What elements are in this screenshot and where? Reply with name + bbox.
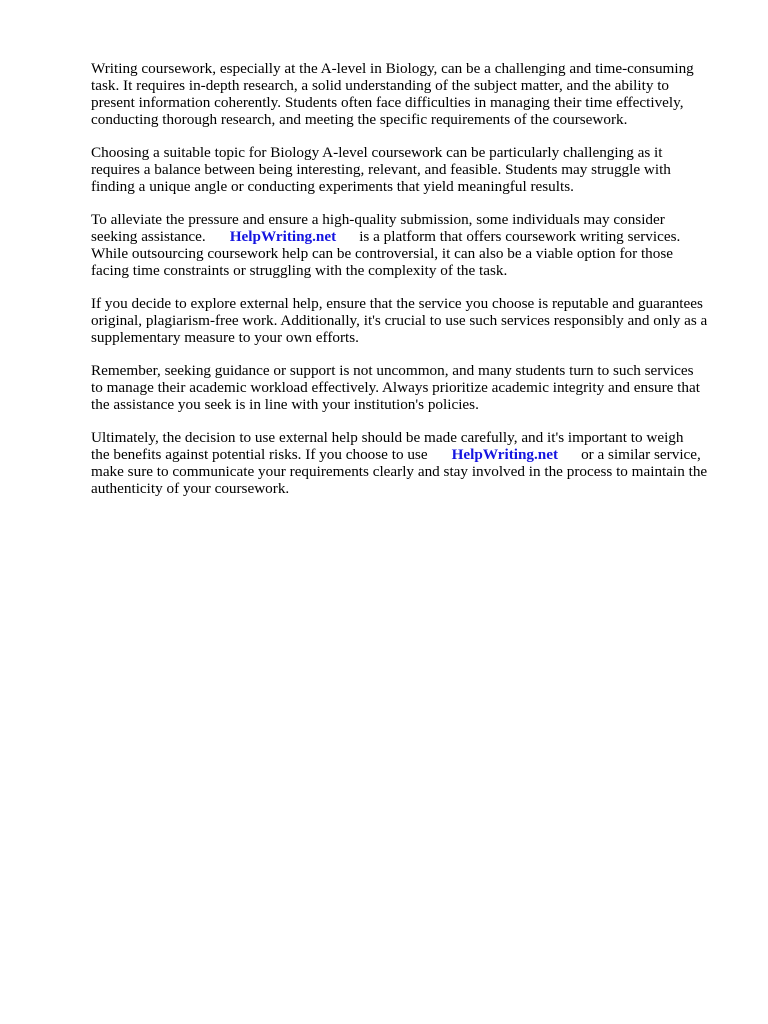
helpwriting-link[interactable]: HelpWriting.net [229, 227, 337, 245]
text-line: finding a unique angle or conducting experiments that yield meaningful results. [91, 178, 574, 196]
text-line: conducting thorough research, and meeting the specific requirements of the coursework. [91, 111, 628, 129]
text-line: requires a balance between being interesting, relevant, and feasible. Students may struggle with [91, 161, 671, 179]
text-line: supplementary measure to your own efforts. [91, 329, 359, 346]
text-line: original, plagiarism-free work. Additionally, it's crucial to use such services responsibly and only as a [91, 311, 708, 329]
text-line: While outsourcing coursework help can be controversial, it can also be a viable option for those [91, 245, 674, 263]
text-fragment: the benefits against potential risks. If you choose to use [91, 445, 428, 463]
text-line: authenticity of your coursework. [91, 479, 290, 497]
paragraph-guidance [91, 362, 731, 413]
text-line: Remember, seeking guidance or support is not uncommon, and many students turn to such services [91, 361, 694, 379]
text-line: to manage their academic workload effectively. Always prioritize academic integrity and ensure that [91, 378, 700, 396]
text-line: Writing coursework, especially at the A-level in Biology, can be a challenging and time-consuming [91, 60, 694, 77]
text-line: Ultimately, the decision to use external help should be made carefully, and it's important to weigh [91, 428, 684, 446]
text-line: present information coherently. Students often face difficulties in managing their time effectively, [91, 94, 684, 112]
text-line: facing time constraints or struggling with the complexity of the task. [91, 262, 508, 280]
text-fragment: or a similar service, [581, 445, 701, 463]
paragraph-intro [91, 60, 731, 128]
document-page [91, 60, 731, 513]
text-line: task. It requires in-depth research, a solid understanding of the subject matter, and the ability to [91, 77, 670, 95]
text-line: make sure to communicate your requirements clearly and stay involved in the process to maintain the [91, 462, 708, 480]
text-line: the assistance you seek is in line with your institution's policies. [91, 395, 479, 413]
paragraph-conclusion [91, 429, 731, 497]
helpwriting-link[interactable]: HelpWriting.net [451, 445, 559, 463]
text-line: Choosing a suitable topic for Biology A-level coursework can be particularly challenging as it [91, 143, 663, 161]
text-line-with-link [91, 228, 731, 245]
text-line: If you decide to explore external help, ensure that the service you choose is reputable and guarantees [91, 294, 703, 312]
paragraph-topic [91, 144, 731, 195]
text-fragment: seeking assistance. [91, 227, 206, 245]
paragraph-external-help [91, 295, 731, 346]
text-fragment: is a platform that offers coursework writing services. [359, 227, 681, 245]
paragraph-assistance [91, 211, 731, 279]
text-line-with-link [91, 446, 731, 463]
text-line: To alleviate the pressure and ensure a high-quality submission, some individuals may consider [91, 210, 665, 228]
